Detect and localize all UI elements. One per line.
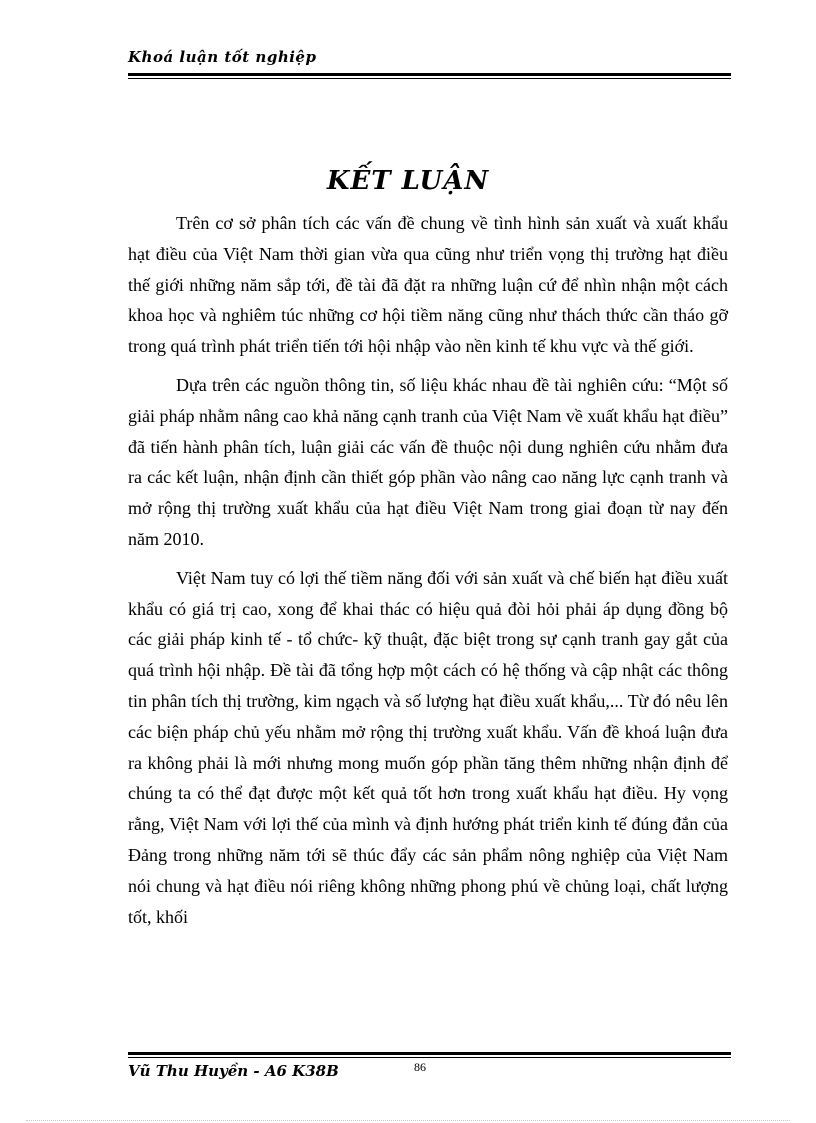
- page-bottom-border: [26, 1120, 790, 1121]
- header-rule-thin: [128, 78, 731, 79]
- running-header: Khoá luận tốt nghiệp: [128, 48, 317, 66]
- page-number: 86: [414, 1060, 426, 1074]
- paragraph-1: Trên cơ sở phân tích các vấn đề chung về tình hình sản xuất và xuất khẩu hạt điều của Việt Nam thời gian vừa qua cũng như triển vọng thị trường hạt điều thế giới những năm sắp tới, đề tài đã đặt ra những luận cứ để nhìn nhận một cách khoa học và nghiêm túc những cơ hội tiềm năng cũng như thách thức cần tháo gỡ trong quá trình phát triển tiến tới hội nhập vào nền kinh tế khu vực và thế giới.: [128, 213, 728, 357]
- section-heading: KẾT LUẬN: [326, 166, 490, 196]
- footer-author: Vũ Thu Huyền - A6 K38B: [128, 1062, 339, 1080]
- body-text: [128, 208, 728, 940]
- footer-rule-thin: [128, 1057, 731, 1058]
- footer-rule-thick: [128, 1052, 731, 1055]
- paragraph-3: Việt Nam tuy có lợi thế tiềm năng đối với sản xuất và chế biến hạt điều xuất khẩu có giá trị cao, xong để khai thác có hiệu quả đòi hỏi phải áp dụng đồng bộ các giải pháp kinh tế - tổ chức- kỹ thuật, đặc biệt trong sự cạnh tranh gay gắt của quá trình hội nhập. Đề tài đã tổng hợp một cách có hệ thống và cập nhật các thông tin phân tích thị trường, kim ngạch và số lượng hạt điều xuất khẩu,... Từ đó nêu lên các biện pháp chủ yếu nhằm mở rộng thị trường xuất khẩu. Vấn đề khoá luận đưa ra không phải là mới nhưng mong muốn góp phần tăng thêm những nhận định để chúng ta có thể đạt được một kết quả tốt hơn trong xuất khẩu hạt điều. Hy vọng rằng, Việt Nam với lợi thế của mình và định hướng phát triển kinh tế đúng đắn của Đảng trong những năm tới sẽ thúc đẩy các sản phẩm nông nghiệp của Việt Nam nói chung và hạt điều nói riêng không những phong phú về chủng loại, chất lượng tốt, khối: [128, 567, 728, 927]
- header-rule-thick: [128, 73, 731, 76]
- paragraph-2: Dựa trên các nguồn thông tin, số liệu khác nhau đề tài nghiên cứu: “Một số giải pháp nhằm nâng cao khả năng cạnh tranh của Việt Nam về xuất khẩu hạt điều” đã tiến hành phân tích, luận giải các vấn đề thuộc nội dung nghiên cứu nhằm đưa ra các kết luận, nhận định cần thiết góp phần vào nâng cao năng lực cạnh tranh và mở rộng thị trường xuất khẩu của hạt điều Việt Nam trong giai đoạn từ nay đến năm 2010.: [128, 374, 728, 549]
